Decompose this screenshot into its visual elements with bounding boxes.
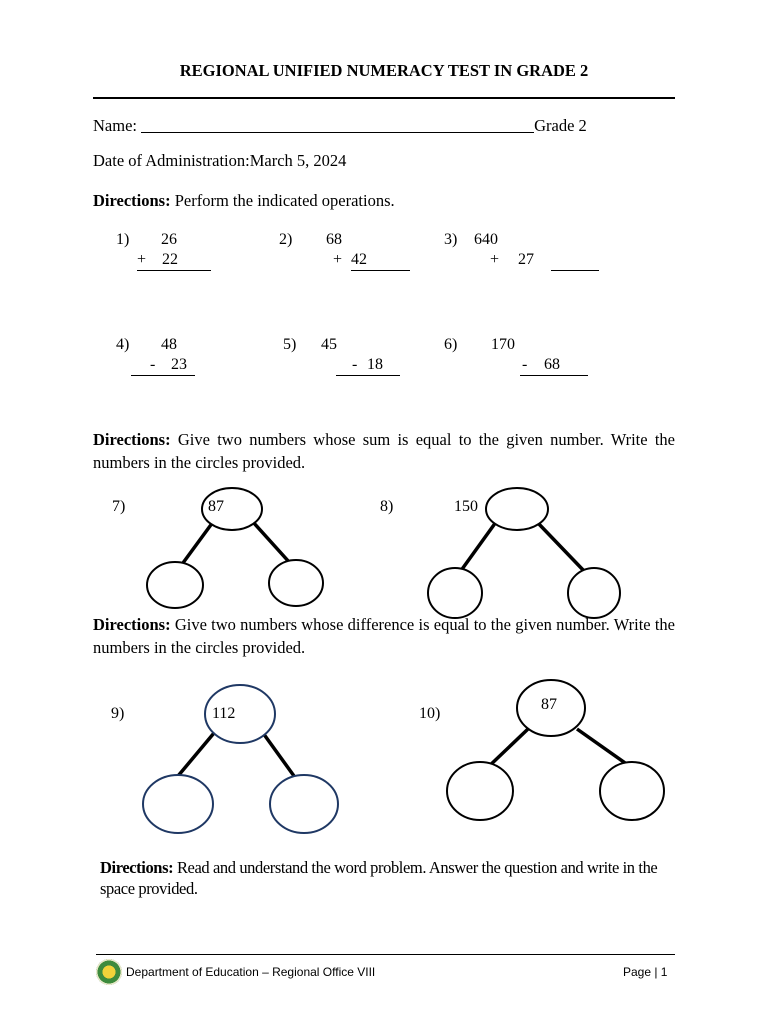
problem-6-top: 170 <box>491 336 515 353</box>
directions-3 <box>93 613 675 659</box>
grade-label: Grade 2 <box>534 116 587 135</box>
tree-9-number: 9) <box>111 705 125 722</box>
problem-5-number: 5) <box>283 336 297 353</box>
directions-1-text: Perform the indicated operations. <box>174 191 395 210</box>
directions-2-text: Give two numbers whose sum is equal to the given number. Write the numbers in the circles provided. <box>93 430 676 472</box>
tree-9-right-branch <box>263 733 294 776</box>
tree-7-right-branch <box>253 522 290 563</box>
tree-7-left-branch <box>180 522 213 567</box>
date-value: March 5, 2024 <box>249 151 347 170</box>
problem-6-bottom: 68 <box>544 356 560 373</box>
tree-8-right-circle[interactable] <box>568 568 620 618</box>
footer-page: Page | 1 <box>623 965 668 979</box>
tree-7 <box>147 488 323 608</box>
footer-rule <box>96 954 675 955</box>
problem-2-top: 68 <box>326 231 342 248</box>
tree-8-top-circle[interactable] <box>486 488 548 530</box>
problem-2-bottom: 42 <box>351 251 367 268</box>
problem-6-number: 6) <box>444 336 458 353</box>
directions-4-label: Directions: <box>100 858 174 877</box>
problem-2-number: 2) <box>279 231 293 248</box>
tree-9-right-circle[interactable] <box>270 775 338 833</box>
tree-10-right-circle[interactable] <box>600 762 664 820</box>
tree-7-left-circle[interactable] <box>147 562 203 608</box>
problem-5-top: 45 <box>321 336 337 353</box>
problem-1-top: 26 <box>161 231 177 248</box>
tree-7-number: 7) <box>112 498 126 515</box>
problem-3-bottom: 27 <box>518 251 534 268</box>
name-label: Name: <box>93 116 137 135</box>
tree-8-value: 150 <box>454 498 478 515</box>
problem-4-operator: - <box>150 356 156 373</box>
problem-4-top: 48 <box>161 336 177 353</box>
tree-7-value: 87 <box>208 498 224 515</box>
tree-10-left-circle[interactable] <box>447 762 513 820</box>
problem-5-bottom: 18 <box>367 356 383 373</box>
problem-3-top: 640 <box>474 231 498 248</box>
tree-10-value: 87 <box>541 696 557 713</box>
tree-8-left-circle[interactable] <box>428 568 482 618</box>
problem-1-operator: + <box>137 251 147 268</box>
directions-3-text: Give two numbers whose difference is equal to the given number. Write the numbers in the circles provided. <box>93 615 676 657</box>
problem-5-operator: - <box>352 356 358 373</box>
directions-2-label: Directions: <box>93 430 171 449</box>
problem-2-operator: + <box>333 251 343 268</box>
deped-seal-logo <box>96 959 122 985</box>
directions-3-label: Directions: <box>93 615 171 634</box>
tree-7-right-circle[interactable] <box>269 560 323 606</box>
test-title: REGIONAL UNIFIED NUMERACY TEST IN GRADE 2 <box>179 61 589 80</box>
footer-org: Department of Education – Regional Office VIII <box>126 965 376 979</box>
tree-8-right-branch <box>537 522 585 572</box>
problem-6-operator: - <box>522 356 528 373</box>
tree-9-value: 112 <box>212 705 236 722</box>
tree-8-number: 8) <box>380 498 394 515</box>
date-label: Date of Administration: <box>93 151 250 170</box>
problem-3-operator: + <box>490 251 500 268</box>
problem-3-number: 3) <box>444 231 458 248</box>
directions-4 <box>100 857 675 899</box>
tree-9-left-branch <box>178 733 214 776</box>
tree-8-left-branch <box>460 522 496 572</box>
problem-1-bottom: 22 <box>162 251 178 268</box>
directions-1-label: Directions: <box>93 191 171 210</box>
tree-9-left-circle[interactable] <box>143 775 213 833</box>
tree-9 <box>143 685 338 833</box>
problem-1-number: 1) <box>116 231 130 248</box>
tree-10-number: 10) <box>419 705 441 722</box>
problem-4-bottom: 23 <box>171 356 187 373</box>
problem-4-number: 4) <box>116 336 130 353</box>
directions-4-text: Read and understand the word problem. Answer the question and write in the space provided. <box>100 858 658 898</box>
tree-10-right-branch <box>577 729 628 765</box>
